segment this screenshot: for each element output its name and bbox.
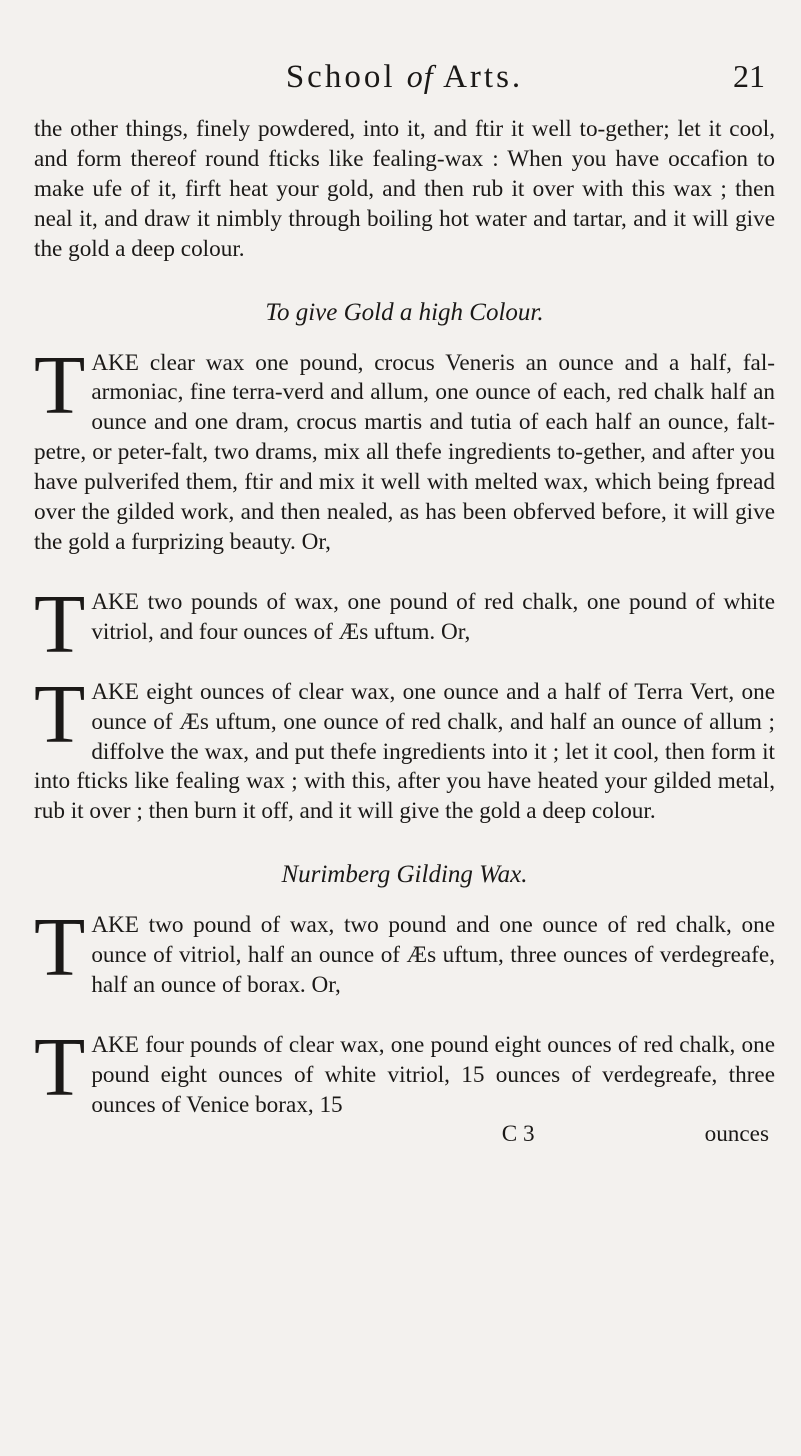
recipe-text-5: AKE four pounds of clear wax, one pound eight ounces of red chalk, one pound eight ounces of white vitriol, 15 ounces of verdegreafe, three ounces of Venice borax, 15 (91, 1031, 775, 1118)
recipe-paragraph-1 (34, 338, 775, 558)
running-head (34, 58, 775, 100)
page-footer (34, 1121, 775, 1148)
running-title-arts: Arts. (443, 59, 524, 95)
recipe-paragraph-5 (34, 1020, 775, 1121)
running-title-school: School (285, 59, 396, 95)
recipe-text-2: AKE two pounds of wax, one pound of red chalk, one pound of white vitriol, and four ounces of Æs uftum. Or, (91, 588, 775, 645)
signature-mark: C 3 (501, 1120, 535, 1147)
section-heading-high-colour: To give Gold a high Colour. (265, 298, 544, 326)
drop-cap: T (34, 577, 86, 671)
drop-cap: T (34, 338, 86, 432)
recipe-text-3: AKE eight ounces of clear wax, one ounce and a half of Terra Vert, one ounce of Æs uftum, one ounce of red chalk, and half an ounce of allum ; diffolve the wax, and put thefe ingredients into it ; let it cool, then form it into fticks like fealing wax ; with this, after you have heated your gilded metal, rub it over ; then burn it off, and it will give the gold a deep colour. (34, 678, 775, 825)
recipe-text-1: AKE clear wax one pound, crocus Veneris an ounce and a half, fal-armoniac, fine terra-verd and allum, one ounce of each, red chalk half an ounce and one dram, crocus martis and tutia of each half an ounce, falt-petre, or peter-falt, two drams, mix all thefe ingredients to-gether, and after you have pulverifed them, ftir and mix it well with melted wax, which being fpread over the gilded work, and then nealed, as has been obferved before, it will give the gold a furprizing beauty. Or, (34, 349, 775, 555)
drop-cap: T (34, 667, 86, 761)
running-title-of: of (406, 58, 434, 94)
section-heading-nurimberg: Nurimberg Gilding Wax. (281, 861, 528, 889)
catchword: ounces (704, 1120, 769, 1147)
running-title (34, 58, 775, 96)
page-number: 21 (733, 58, 765, 94)
paragraph-continued: the other things, finely powdered, into it, and ftir it well to-gether; let it cool, and form thereof round fticks like fealing-wax : When you have occafion to make ufe of it, firft heat your gold, and then rub it over with this wax ; then neal it, and draw it nimbly through boiling hot water and tartar, and it will give the gold a deep colour. (34, 116, 775, 262)
recipe-paragraph-3 (34, 667, 775, 828)
recipe-paragraph-2 (34, 577, 775, 671)
recipe-paragraph-4 (34, 901, 775, 1001)
drop-cap: T (34, 901, 86, 995)
drop-cap: T (34, 1020, 86, 1114)
recipe-text-4: AKE two pound of wax, two pound and one ounce of red chalk, one ounce of vitriol, half an ounce of Æs uftum, three ounces of verdegreafe, half an ounce of borax. Or, (91, 912, 775, 999)
